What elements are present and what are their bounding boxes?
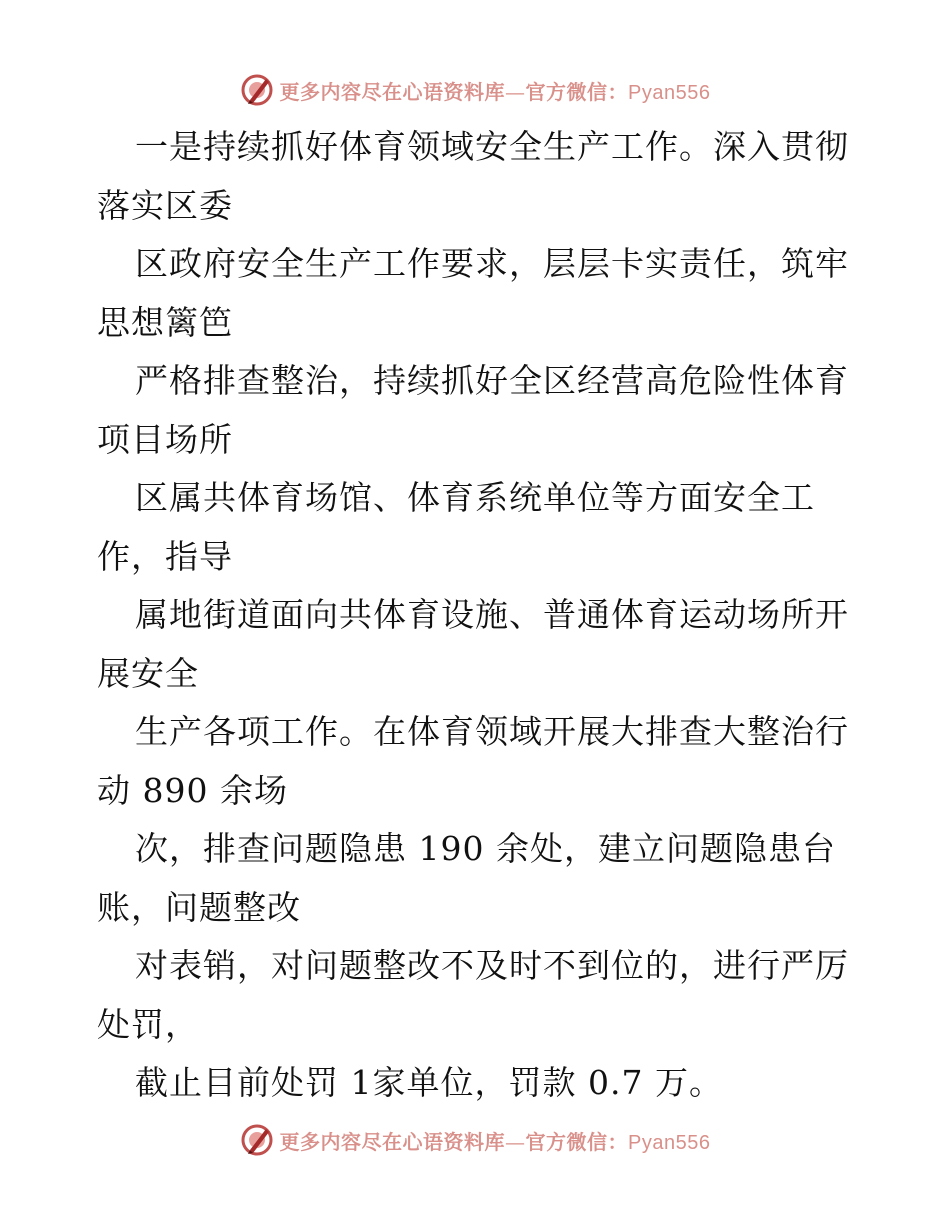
header-watermark-dash: — bbox=[505, 79, 526, 104]
header-watermark-main: 更多内容尽在心语资料库 bbox=[279, 79, 506, 104]
document-body bbox=[97, 118, 857, 1113]
paragraph-3 bbox=[97, 352, 857, 469]
header-watermark-banner bbox=[0, 68, 950, 112]
paragraph-6-line-2: 动 890 余场 bbox=[97, 770, 288, 810]
paragraph-2-line-2: 思想篱笆 bbox=[97, 302, 233, 342]
header-watermark-id: Pyan556 bbox=[628, 81, 711, 104]
paragraph-2-line-1: 区政府安全生产工作要求，层层卡实责任，筑牢 bbox=[135, 244, 849, 283]
footer-watermark bbox=[240, 1123, 711, 1157]
footer-watermark-text bbox=[280, 1126, 711, 1155]
footer-watermark-main: 更多内容尽在心语资料库 bbox=[279, 1129, 506, 1154]
paragraph-4-line-2: 作，指导 bbox=[97, 536, 233, 576]
paragraph-7-line-1: 次，排查问题隐患 190 余处，建立问题隐患台 bbox=[135, 829, 836, 868]
footer-watermark-banner bbox=[0, 1118, 950, 1162]
paragraph-1 bbox=[97, 118, 857, 235]
paragraph-3-line-1: 严格排查整治，持续抓好全区经营高危险性体育 bbox=[135, 361, 849, 400]
footer-watermark-label: 官方微信： bbox=[525, 1129, 629, 1154]
footer-watermark-dash: — bbox=[505, 1129, 526, 1154]
paragraph-5 bbox=[97, 586, 857, 703]
paragraph-6-line-1: 生产各项工作。在体育领域开展大排查大整治行 bbox=[135, 712, 849, 751]
footer-watermark-id: Pyan556 bbox=[628, 1131, 711, 1154]
paragraph-7-line-2: 账，问题整改 bbox=[97, 887, 301, 927]
paragraph-1-line-1: 一是持续抓好体育领域安全生产工作。深入贯彻 bbox=[135, 127, 849, 166]
paragraph-8-line-2: 处罚， bbox=[97, 1004, 199, 1044]
paragraph-8 bbox=[97, 937, 857, 1054]
paragraph-5-line-1: 属地街道面向共体育设施、普通体育运动场所开 bbox=[135, 595, 849, 634]
paragraph-9-line-1: 截止目前处罚 1家单位，罚款 0.7 万。 bbox=[135, 1063, 723, 1102]
paragraph-9 bbox=[97, 1054, 857, 1113]
paragraph-1-line-2: 落实区委 bbox=[97, 185, 233, 225]
paragraph-5-line-2: 展安全 bbox=[97, 653, 199, 693]
paragraph-8-line-1: 对表销，对问题整改不及时不到位的，进行严厉 bbox=[135, 946, 849, 985]
paragraph-3-line-2: 项目场所 bbox=[97, 419, 233, 459]
paragraph-4-line-1: 区属共体育场馆、体育系统单位等方面安全工 bbox=[135, 478, 815, 517]
header-watermark bbox=[240, 73, 711, 107]
header-watermark-text bbox=[280, 76, 711, 105]
paragraph-6 bbox=[97, 703, 857, 820]
paragraph-7 bbox=[97, 820, 857, 937]
pen-circle-logo-icon bbox=[240, 1123, 274, 1157]
pen-circle-logo-icon bbox=[240, 73, 274, 107]
paragraph-4 bbox=[97, 469, 857, 586]
header-watermark-label: 官方微信： bbox=[525, 79, 629, 104]
paragraph-2 bbox=[97, 235, 857, 352]
